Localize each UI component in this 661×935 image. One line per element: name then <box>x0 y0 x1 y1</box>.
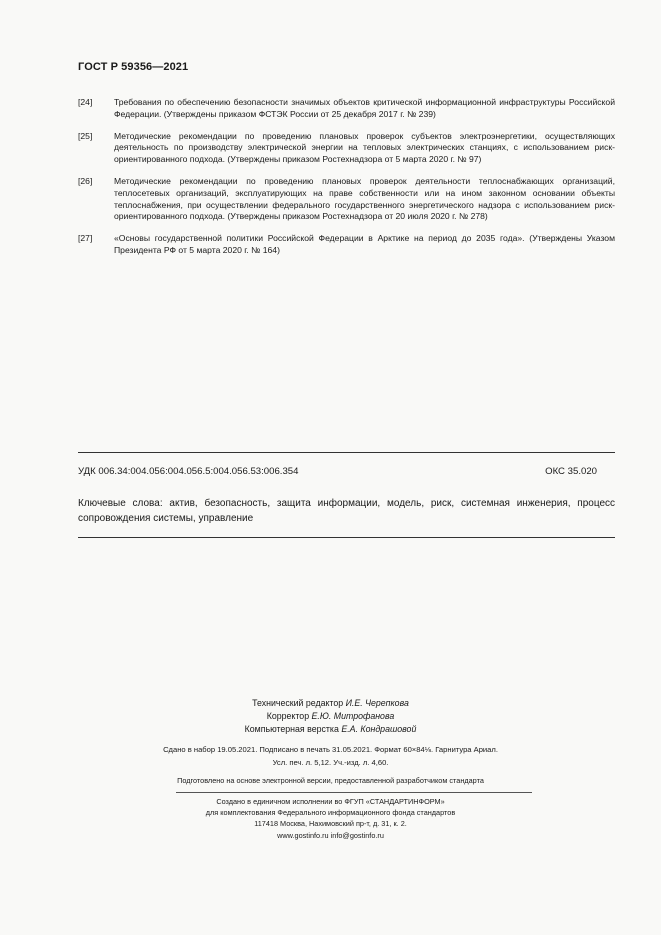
bibliography-entry <box>78 176 615 223</box>
editor-line <box>0 697 661 710</box>
publication-info <box>0 743 661 769</box>
bibliography-entry <box>78 97 615 121</box>
keywords-block <box>78 497 615 526</box>
layout-name: Е.А. Кондрашовой <box>341 724 417 734</box>
imprint-block <box>0 796 661 841</box>
entry-text: Методические рекомендации по проведению плановых проверок деятельности теплоснабжающих организаций, теплосетевых организаций, эксплуатирующих на праве собственности или на ином законном основании объекты теплоснабжения, при осуществлении федерального государственного энергетического надзора с использованием риск-ориентированного подхода. (Утверждены приказом Ростехнадзора от 20 июля 2020 г. № 278) <box>114 175 615 222</box>
layout-role: Компьютерная верстка <box>244 724 339 734</box>
bibliography-entry <box>78 131 615 166</box>
standard-code-header: ГОСТ Р 59356—2021 <box>78 61 189 73</box>
editor-role: Технический редактор <box>252 698 344 708</box>
corrector-line <box>0 710 661 723</box>
divider-top <box>78 452 615 453</box>
keywords-text: актив, безопасность, защита информации, модель, риск, системная инженерия, процесс сопровождения системы, управление <box>78 498 615 524</box>
layout-line <box>0 723 661 736</box>
publication-line-2: Усл. печ. л. 5,12. Уч.-изд. л. 4,60. <box>272 758 389 767</box>
imprint-line-1: Создано в единичном исполнении во ФГУП «СТАНДАРТИНФОРМ» <box>216 797 445 806</box>
classification-row <box>78 466 597 477</box>
keywords-label: Ключевые слова: <box>78 498 163 509</box>
entry-text: «Основы государственной политики Российской Федерации в Арктике на период до 2035 года». (Утверждены Указом Президента РФ от 5 марта 2020 г. № 164) <box>114 233 615 255</box>
editor-name: И.Е. Черепкова <box>345 698 409 708</box>
divider-bottom <box>78 537 615 538</box>
entry-text: Требования по обеспечению безопасности значимых объектов критической информационной инфраструктуры Российской Федерации. (Утверждены приказом ФСТЭК России от 25 декабря 2017 г. № 239) <box>114 97 615 119</box>
imprint-line-3: 117418 Москва, Нахимовский пр-т, д. 31, к. 2. <box>254 819 407 829</box>
corrector-name: Е.Ю. Митрофанова <box>311 711 395 721</box>
oks-code: ОКС 35.020 <box>545 466 597 477</box>
entry-number: [25] <box>78 130 93 141</box>
entry-number: [24] <box>78 97 93 107</box>
entry-text: Методические рекомендации по проведению плановых проверок субъектов электроэнергетики, осуществляющих деятельность по производству электрической энергии на тепловых электрических станциях, с использованием риск-ориентированного подхода. (Утверждены приказом Ростехнадзора от 5 марта 2020 г. № 97) <box>114 130 615 165</box>
entry-number: [26] <box>78 175 93 186</box>
bibliography-list <box>78 97 615 267</box>
publication-line-1: Сдано в набор 19.05.2021. Подписано в печать 31.05.2021. Формат 60×84⅛. Гарнитура Ариал. <box>163 745 498 754</box>
prepared-note: Подготовлено на основе электронной версии, предоставленной разработчиком стандарта <box>177 776 484 785</box>
bibliography-entry <box>78 233 615 257</box>
imprint-line-4: www.gostinfo.ru info@gostinfo.ru <box>277 830 384 840</box>
imprint-divider <box>176 792 532 793</box>
imprint-line-2: для комплектования Федерального информационного фонда стандартов <box>205 808 456 818</box>
corrector-role: Корректор <box>266 711 310 721</box>
staff-credits <box>0 697 661 736</box>
entry-number: [27] <box>78 233 93 244</box>
udc-code: УДК 006.34:004.056:004.056.5:004.056.53:006.354 <box>78 466 299 477</box>
